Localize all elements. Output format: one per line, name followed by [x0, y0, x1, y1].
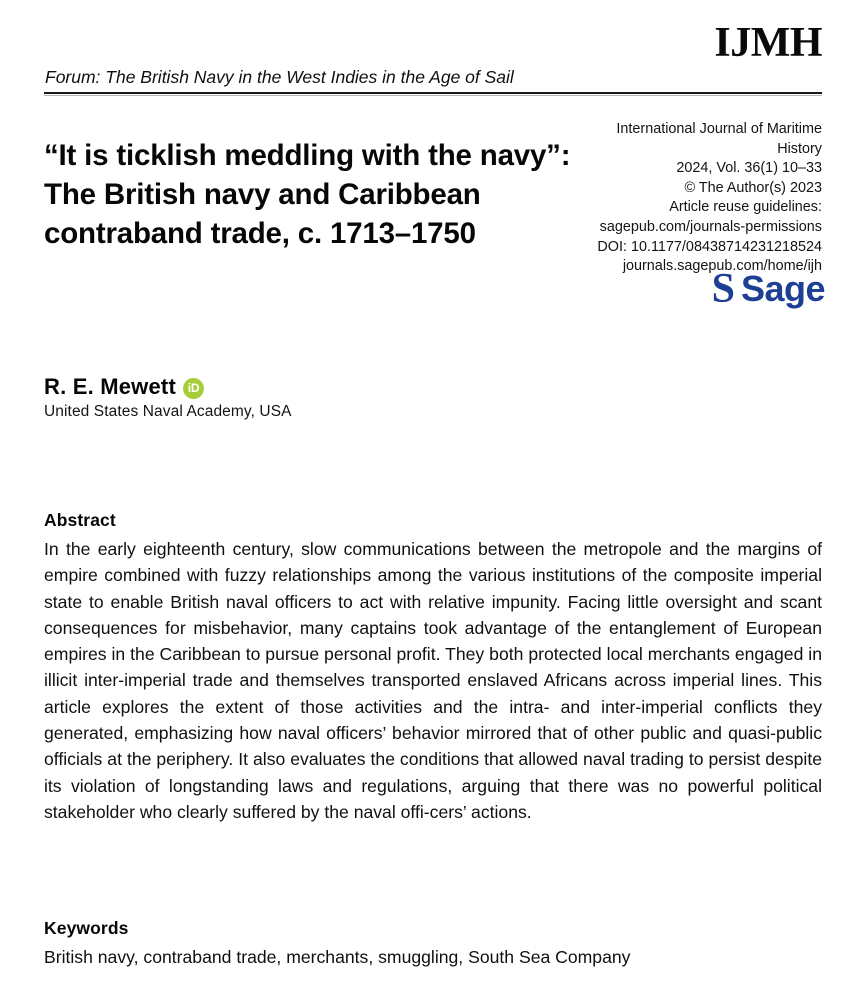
author-name: R. E. Mewett [44, 374, 176, 399]
abstract-heading: Abstract [44, 510, 116, 530]
page-title: “It is ticklish meddling with the navy”: The British navy and Caribbean contraband trade, c. 1713–1750 [44, 139, 571, 250]
journal-metadata [572, 120, 822, 277]
header-rule-thick [44, 92, 822, 94]
sage-publisher-logo [712, 268, 825, 310]
journal-name-line-1: International Journal of Maritime [616, 121, 822, 137]
permissions-link[interactable]: sagepub.com/journals-permissions [599, 218, 822, 235]
title-block [44, 136, 574, 253]
keywords-heading: Keywords [44, 918, 129, 938]
header-rule-thin [44, 95, 822, 96]
running-head [44, 22, 822, 98]
forum-section-line: Forum: The British Navy in the West Indies in the Age of Sail [45, 67, 514, 87]
journal-logo-ijmh: IJMH [714, 20, 822, 66]
sage-wordmark: Sage [740, 268, 825, 309]
abstract-section [44, 510, 822, 825]
keywords-list: British navy, contraband trade, merchants, smuggling, South Sea Company [44, 947, 631, 967]
journal-home-link[interactable]: journals.sagepub.com/home/ijh [622, 258, 822, 275]
journal-name-line-2: History [777, 140, 822, 157]
doi-line[interactable]: DOI: 10.1177/08438714231218524 [597, 238, 822, 255]
author-block [44, 374, 644, 421]
orcid-id-icon[interactable]: iD [183, 378, 204, 399]
author-row [44, 374, 644, 400]
keywords-section [44, 918, 822, 970]
copyright-line: © The Author(s) 2023 [684, 179, 822, 196]
abstract-body: In the early eighteenth century, slow communications between the metropole and the margins of empire combined with fuzzy relationships among the various institutions of the composite imperial state to enable British naval officers to act with relative impunity. Facing little oversight and scant consequences for misbehavior, many captains took advantage of the entanglement of European empires in the Caribbean to pursue personal profit. They both protected local merchants engaged in illicit inter-imperial trade and themselves transported enslaved Africans across imperial lines. This article explores the extent of those activities and the intra- and inter-imperial conflicts they generated, emphasizing how naval officers’ behavior mirrored that of other public and quasi-public officials at the periphery. It also evaluates the conditions that allowed naval trading to persist despite its violation of longstanding laws and regulations, arguing that there was no powerful political stakeholder who clearly suffered by the naval offi-cers’ actions. [44, 539, 822, 822]
volume-issue-pages: 2024, Vol. 36(1) 10–33 [676, 160, 822, 177]
sage-s-mark-icon: S [711, 266, 734, 312]
reuse-guidelines-label: Article reuse guidelines: [669, 199, 822, 216]
author-affiliation: United States Naval Academy, USA [44, 403, 292, 420]
